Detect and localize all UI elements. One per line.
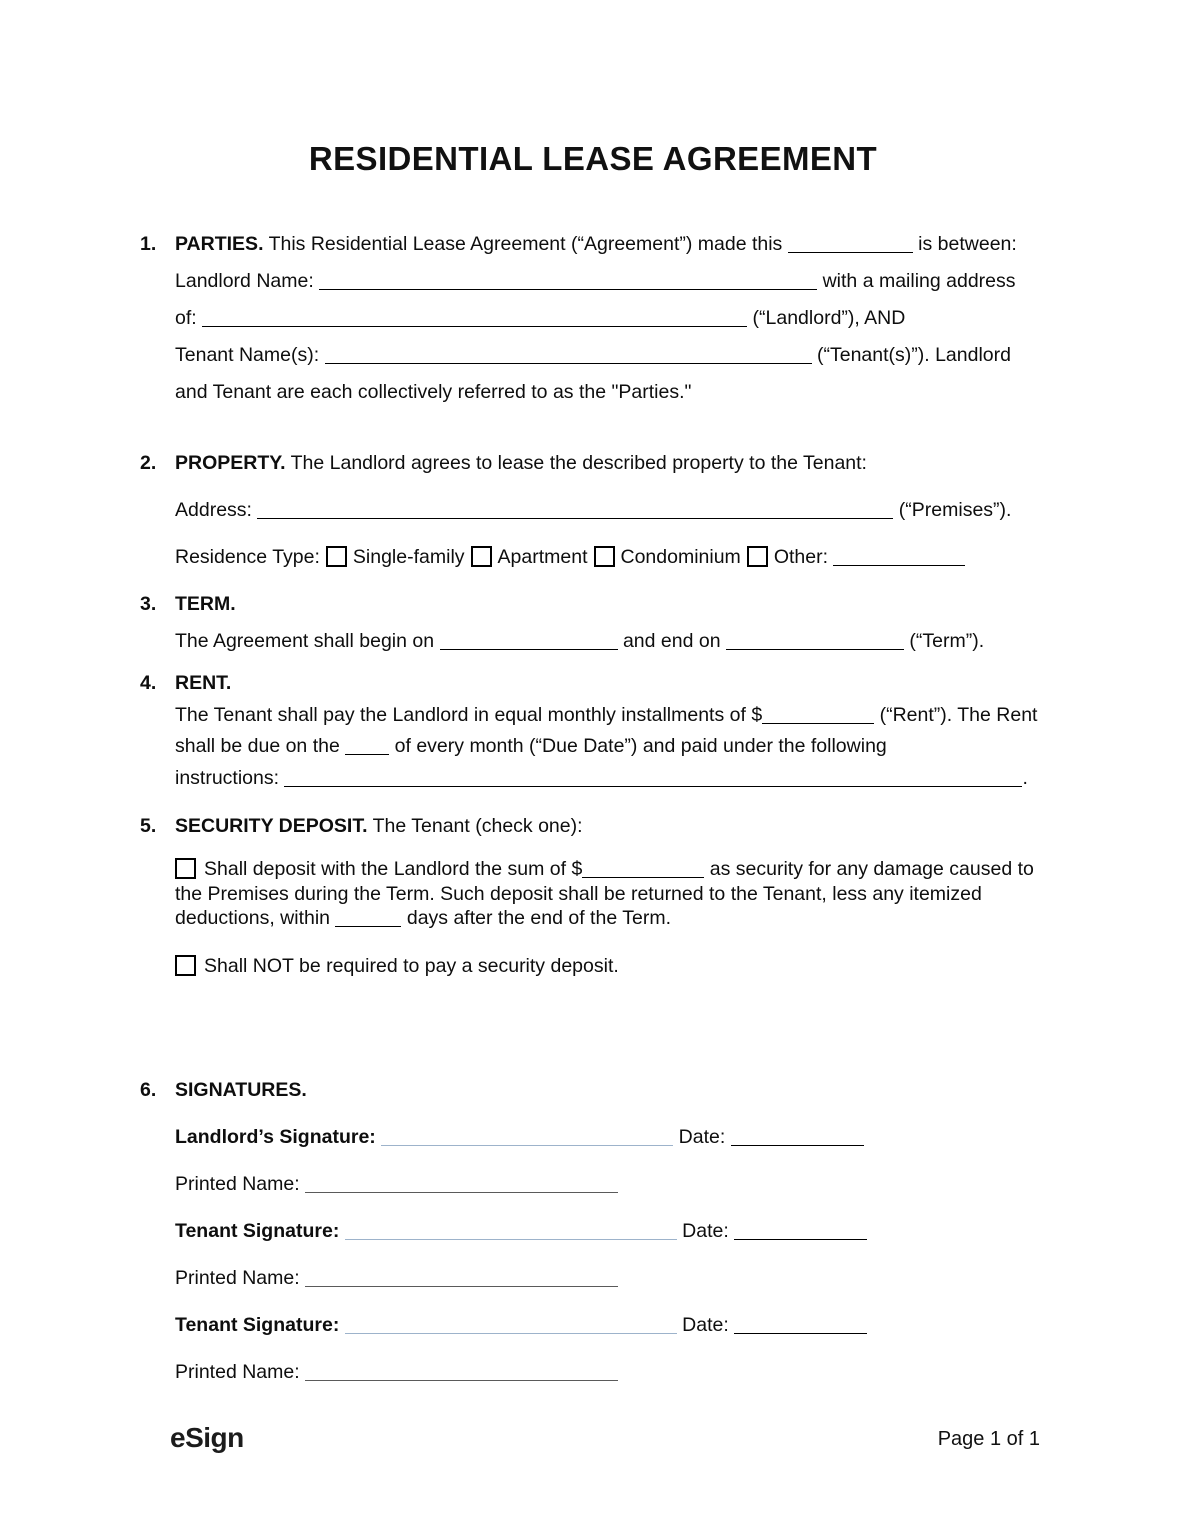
deposit-option-post-text: days after the end of the Term.: [406, 907, 671, 929]
deposit-required-checkbox[interactable]: [175, 858, 196, 879]
document-body: [0, 226, 1186, 1391]
tenant2-printed-name-blank[interactable]: [305, 1368, 618, 1381]
rent-mid2-text: of every month (“Due Date”) and paid under the following: [394, 735, 887, 757]
other-type-checkbox[interactable]: [747, 546, 768, 567]
section-heading-parties: PARTIES.: [175, 233, 264, 255]
tenant1-printed-name-blank[interactable]: [305, 1274, 618, 1287]
landlord-printed-name-label: Printed Name:: [175, 1173, 300, 1195]
no-deposit-option: [175, 954, 1046, 979]
tenant-name-line: [175, 337, 1046, 374]
deposit-option-mid-text: as security for any damage caused to the Premises during the Term. Such deposit shall be returned to the Tenant, less any itemized deductions, within: [175, 858, 1034, 929]
residence-type-line: [175, 539, 1046, 576]
landlord-address-post-text: (“Landlord”), AND: [752, 307, 906, 329]
section-number-rent: 4.: [140, 672, 157, 694]
tenant1-signature-line[interactable]: [345, 1227, 677, 1240]
term-post-text: (“Term”).: [909, 630, 985, 652]
tenant1-printed-name-label: Printed Name:: [175, 1267, 300, 1289]
section-signatures: [140, 1072, 1046, 1391]
landlord-address-blank[interactable]: [202, 314, 747, 327]
rent-mid1-text: (“Rent”). The Rent shall be due on the: [175, 703, 1038, 757]
section-number-parties: 1.: [140, 233, 157, 255]
single-family-label: Single-family: [352, 546, 465, 568]
deposit-option-pre-text: Shall deposit with the Landlord the sum of $: [204, 858, 583, 880]
tenant1-signature-row: [175, 1213, 1046, 1250]
tenant2-signature-line[interactable]: [345, 1321, 677, 1334]
security-heading-line: [140, 808, 1046, 845]
rent-due-day-blank[interactable]: [345, 742, 389, 755]
parties-closing-text: and Tenant are each collectively referred to as the "Parties.": [175, 381, 692, 403]
landlord-date-blank[interactable]: [731, 1133, 864, 1146]
landlord-name-post-text: with a mailing address: [822, 270, 1016, 292]
condominium-label: Condominium: [620, 546, 741, 568]
tenant2-signature-label: Tenant Signature:: [175, 1314, 340, 1336]
property-address-line: [175, 492, 1046, 529]
tenant-name-post-text: (“Tenant(s)”). Landlord: [816, 344, 1011, 366]
section-parties: [140, 226, 1046, 411]
premises-address-blank[interactable]: [257, 506, 893, 519]
no-deposit-text: Shall NOT be required to pay a security deposit.: [204, 954, 619, 977]
rent-heading-line: [140, 668, 1046, 700]
tenant2-printed-name-row: [175, 1354, 1046, 1391]
rent-instructions-label: instructions:: [175, 766, 280, 789]
section-number-property: 2.: [140, 452, 157, 474]
signatures-heading-line: [140, 1072, 1046, 1109]
landlord-printed-name-blank[interactable]: [305, 1180, 618, 1193]
deposit-required-option: [175, 857, 1046, 931]
security-intro-text: The Tenant (check one):: [372, 815, 583, 837]
term-heading-line: [140, 586, 1046, 623]
rent-body: [175, 700, 1046, 795]
parties-closing-line: [175, 374, 1046, 411]
section-number-term: 3.: [140, 593, 157, 615]
apartment-checkbox[interactable]: [471, 546, 492, 567]
landlord-name-label: Landlord Name:: [175, 270, 314, 292]
rent-amount-blank[interactable]: [762, 711, 874, 724]
tenant-name-label: Tenant Name(s):: [175, 344, 320, 366]
term-body-line: [175, 623, 1046, 660]
landlord-address-line: [175, 300, 1046, 337]
parties-intro-line: [140, 226, 1046, 263]
tenant1-date-label: Date:: [682, 1220, 729, 1242]
term-mid-text: and end on: [622, 630, 721, 652]
section-security-deposit: [140, 808, 1046, 978]
section-heading-term: TERM.: [175, 593, 236, 615]
tenant1-date-blank[interactable]: [734, 1227, 867, 1240]
apartment-label: Apartment: [497, 546, 588, 568]
document-title: RESIDENTIAL LEASE AGREEMENT: [308, 140, 878, 177]
parties-intro-post-text: is between:: [918, 233, 1017, 255]
section-property: [140, 445, 1046, 576]
tenant2-date-label: Date:: [682, 1314, 729, 1336]
landlord-printed-name-row: [175, 1166, 1046, 1203]
tenant-names-blank[interactable]: [325, 351, 812, 364]
landlord-name-line: [175, 263, 1046, 300]
section-heading-security: SECURITY DEPOSIT.: [175, 815, 368, 837]
tenant1-signature-label: Tenant Signature:: [175, 1220, 340, 1242]
section-heading-property: PROPERTY.: [175, 452, 286, 474]
landlord-date-label: Date:: [678, 1126, 726, 1148]
tenant2-printed-name-label: Printed Name:: [175, 1361, 300, 1383]
residence-type-label: Residence Type:: [175, 546, 320, 568]
tenant2-date-blank[interactable]: [734, 1321, 867, 1334]
landlord-signature-label: Landlord’s Signature:: [175, 1126, 376, 1148]
deposit-amount-blank[interactable]: [582, 865, 704, 878]
section-heading-rent: RENT.: [175, 672, 232, 694]
rent-end-text: .: [1022, 766, 1028, 789]
section-number-security: 5.: [140, 815, 157, 837]
tenant2-signature-row: [175, 1307, 1046, 1344]
section-term: [140, 586, 1046, 660]
single-family-checkbox[interactable]: [326, 546, 347, 567]
property-address-post-text: (“Premises”).: [898, 499, 1012, 521]
section-rent: [140, 668, 1046, 794]
property-intro-text: The Landlord agrees to lease the described property to the Tenant:: [290, 452, 867, 474]
landlord-name-blank[interactable]: [319, 277, 817, 290]
term-pre-text: The Agreement shall begin on: [175, 630, 435, 652]
section-heading-signatures: SIGNATURES.: [175, 1079, 307, 1101]
section-number-signatures: 6.: [140, 1079, 157, 1101]
property-address-label: Address:: [175, 499, 252, 521]
landlord-signature-line[interactable]: [381, 1133, 673, 1146]
other-type-label: Other:: [773, 546, 828, 568]
deposit-return-days-blank[interactable]: [335, 914, 401, 927]
term-start-date-blank[interactable]: [440, 637, 618, 650]
other-type-blank[interactable]: [833, 553, 965, 566]
page-number: Page 1 of 1: [937, 1428, 1040, 1450]
payment-instructions-blank[interactable]: [284, 774, 1022, 787]
tenant1-printed-name-row: [175, 1260, 1046, 1297]
no-deposit-checkbox[interactable]: [175, 955, 196, 976]
rent-pre-text: The Tenant shall pay the Landlord in equal monthly installments of $: [175, 703, 763, 726]
landlord-address-label: of:: [175, 307, 197, 329]
property-intro-line: [140, 445, 1046, 482]
condominium-checkbox[interactable]: [594, 546, 615, 567]
term-end-date-blank[interactable]: [726, 637, 904, 650]
landlord-signature-row: [175, 1119, 1046, 1156]
esign-logo: eSign: [170, 1422, 244, 1453]
agreement-date-blank[interactable]: [788, 240, 913, 253]
parties-intro-pre-text: This Residential Lease Agreement (“Agreement”) made this: [268, 233, 783, 255]
